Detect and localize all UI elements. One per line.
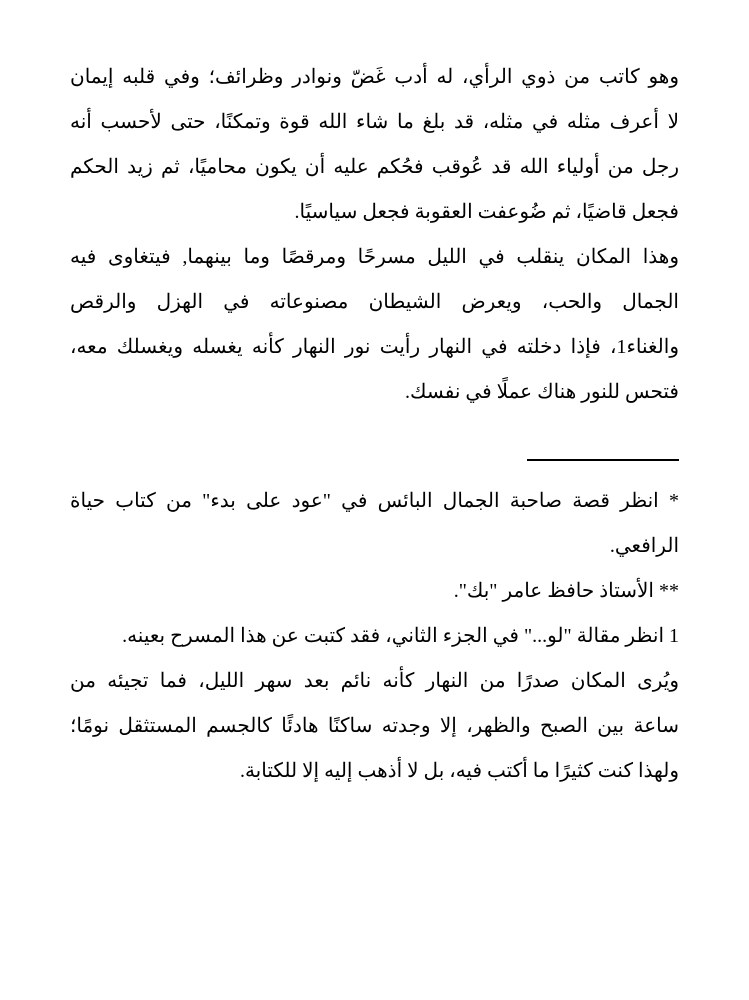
text-line: فجعل قاضيًا، ثم ضُوعفت العقوبة فجعل سياسيًا.: [294, 201, 679, 223]
text-line: وهذا المكان ينقلب في الليل مسرحًا ومرقصًا وما بينهما, فيتغاوى فيه: [70, 246, 679, 268]
footnote-divider: [527, 459, 679, 461]
footnotes: [70, 479, 679, 659]
text-line: لا أعرف مثله في مثله، قد بلغ ما شاء الله قوة وتمكنًا، حتى لأحسب أنه: [70, 111, 679, 133]
text-line: ولهذا كنت كثيرًا ما أكتب فيه، بل لا أذهب إليه إلا للكتابة.: [239, 760, 679, 782]
text-line: ويُرى المكان صدرًا من النهار كأنه نائم بعد سهر الليل، فما تجيئه من: [70, 670, 679, 692]
paragraph-continuation: [70, 659, 679, 794]
paragraph-place-at-night: [70, 235, 679, 415]
text-line: ساعة بين الصبح والظهر، إلا وجدته ساكنًا هادئًا كالجسم المستثقل نومًا؛: [70, 715, 679, 737]
footnote-line: * انظر قصة صاحبة الجمال البائس في "عود على بدء" من كتاب حياة: [70, 490, 679, 512]
text-line: وهو كاتب من ذوي الرأي، له أدب غَضّ ونوادر وظرائف؛ وفي قلبه إيمان: [70, 66, 679, 88]
paragraph-writer-description: [70, 55, 679, 235]
document-page: [70, 55, 679, 794]
text-line: فتحس للنور هناك عملًا في نفسك.: [405, 381, 679, 403]
footnote-line: 1 انظر مقالة "لو..." في الجزء الثاني، فقد كتبت عن هذا المسرح بعينه.: [122, 625, 679, 647]
text-line: الجمال والحب، ويعرض الشيطان مصنوعاته في الهزل والرقص: [70, 291, 679, 313]
text-line: رجل من أولياء الله قد عُوقب فحُكم عليه أن يكون محاميًا، ثم زيد الحكم: [70, 156, 679, 178]
footnote-line: الرافعي.: [609, 535, 679, 557]
footnote-line: ** الأستاذ حافظ عامر "بك".: [453, 580, 679, 602]
text-line: والغناء1، فإذا دخلته في النهار رأيت نور النهار كأنه يغسله ويغسلك معه،: [70, 336, 679, 358]
